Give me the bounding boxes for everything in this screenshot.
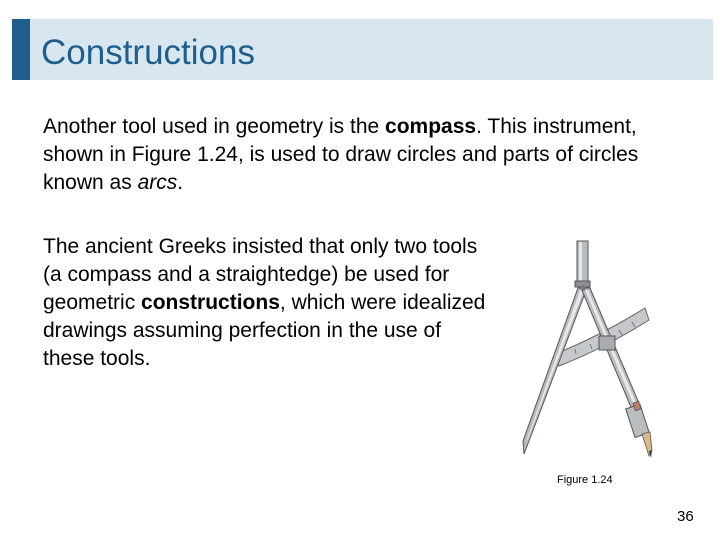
text-run: . [177,171,184,194]
figure-caption: Figure 1.24 [557,474,613,486]
term-constructions: constructions [141,291,280,314]
term-compass: compass [385,115,477,138]
text-run: , which were idealized drawings assuming perfection in the use of these tools. [43,291,486,370]
text-run: . This instrument, shown in Figure 1.24, is used to draw circles and parts of circles known as [43,115,639,194]
drawing-compass-icon [515,236,665,461]
paragraph-compass [43,113,683,197]
title-accent-bar [12,19,30,80]
compass-figure [515,236,665,461]
title-bar [12,19,713,80]
text-run: Another tool used in geometry is the [43,115,386,138]
paragraph-constructions [43,233,493,373]
term-arcs: arcs [137,171,178,194]
slide-title: Constructions [41,33,255,72]
page-number: 36 [677,508,694,525]
text-run: The ancient Greeks insisted that only two tools (a compass and a straightedge) be used for geometric [43,235,478,314]
